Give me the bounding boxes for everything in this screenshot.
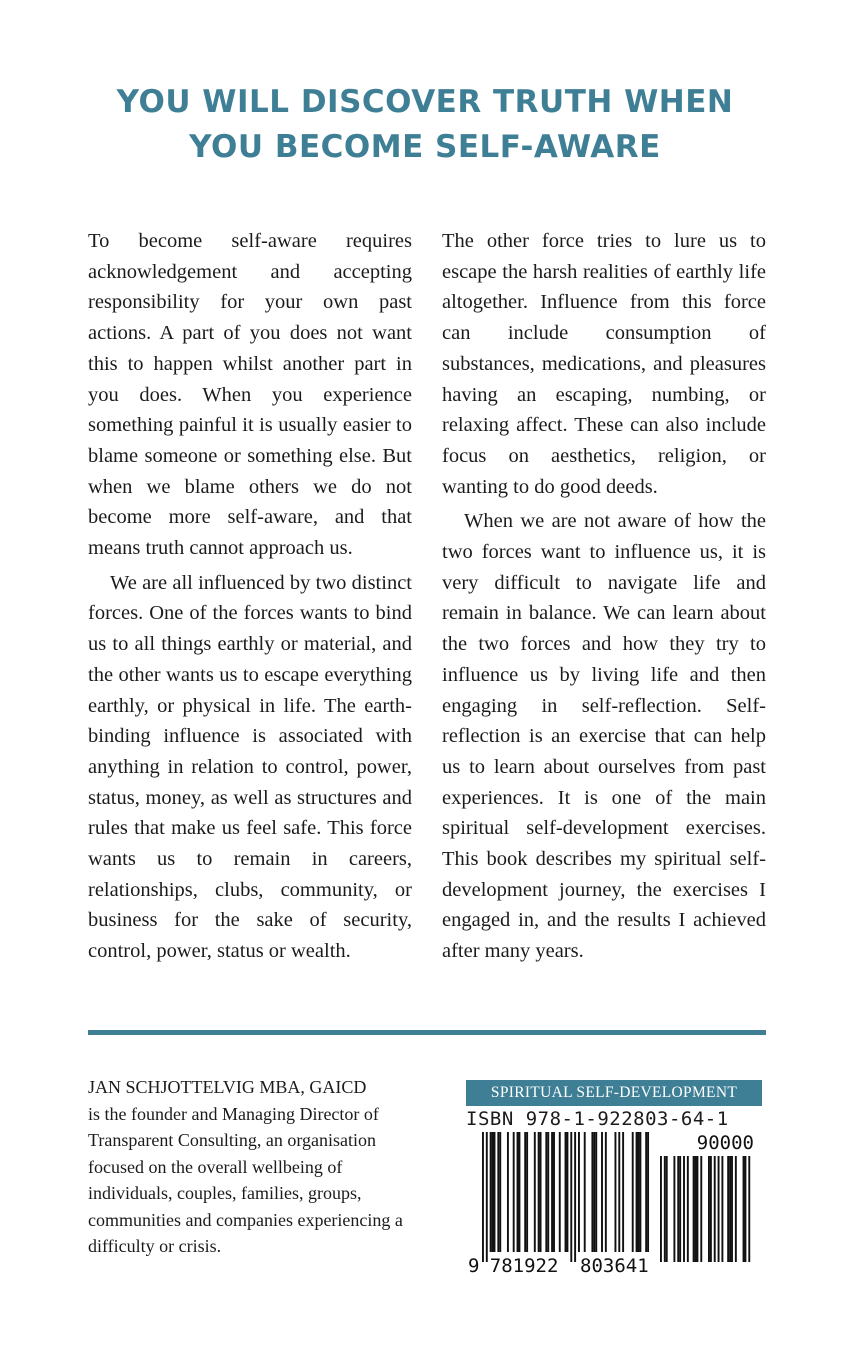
barcode-bar [499, 1132, 501, 1252]
barcode-bar [490, 1132, 492, 1252]
barcode-bar [647, 1132, 649, 1252]
price-bar [710, 1156, 712, 1262]
author-name: JAN SCHJOTTELVIG MBA, GAICD [88, 1077, 367, 1097]
barcode-bar [638, 1132, 640, 1252]
price-bar [660, 1156, 662, 1262]
barcode-bar [494, 1132, 496, 1252]
price-code: 90000 [696, 1132, 754, 1154]
barcode-bar [593, 1132, 595, 1252]
barcode-bar [605, 1132, 607, 1252]
price-bar [729, 1156, 731, 1262]
price-bar [721, 1156, 723, 1262]
back-cover-title [0, 80, 850, 170]
price-bar [696, 1156, 698, 1262]
barcode-bar [547, 1132, 549, 1252]
barcode-block [466, 1080, 762, 1280]
barcode-bar [526, 1132, 528, 1252]
barcode-bar [574, 1132, 576, 1262]
barcode-bar [601, 1132, 603, 1252]
price-bar [693, 1156, 695, 1262]
price-bar [714, 1156, 716, 1262]
barcode-bar [566, 1132, 568, 1252]
barcode-area [466, 1130, 762, 1280]
barcode-digits: 781922 [489, 1255, 559, 1277]
paragraph: When we are not aware of how the two forces want to influence us, it is very difficult to navigate life and remain in balance. We can learn about the two forces and how they try to influence us by living life and then engaging in self-reflection. Self-reflection is an exercise that can help us to learn about ourselves from past experiences. It is one of the main spiritual self-development exercises. This book describes my spiritual self-development journey, the exercises I engaged in, and the results I achieved after many years. [442, 510, 766, 963]
price-bar [731, 1156, 733, 1262]
barcode-bar [513, 1132, 515, 1252]
barcode-bar [639, 1132, 641, 1252]
price-bar [743, 1156, 745, 1262]
isbn-label: ISBN 978-1-922803-64-1 [466, 1108, 729, 1130]
barcode-bar [570, 1132, 572, 1262]
barcode-bar [497, 1132, 499, 1252]
price-bar [708, 1156, 710, 1262]
barcode-bar [636, 1132, 638, 1252]
price-bar [666, 1156, 668, 1262]
barcode-bar [622, 1132, 624, 1252]
barcode-bar [553, 1132, 555, 1252]
ean-barcode [466, 1130, 652, 1280]
category-label: SPIRITUAL SELF-DEVELOPMENT [466, 1080, 762, 1106]
barcode-bar [486, 1132, 488, 1262]
price-bar [718, 1156, 720, 1262]
barcode-bar [559, 1132, 561, 1252]
barcode-bar [524, 1132, 526, 1252]
barcode-bar [584, 1132, 586, 1252]
price-bar [687, 1156, 689, 1262]
right-column [442, 226, 766, 971]
barcode-bar [618, 1132, 620, 1252]
barcode-bar [517, 1132, 519, 1252]
price-bar [695, 1156, 697, 1262]
paragraph: We are all influenced by two distinct forces. One of the forces wants to bind us to all things earthly or material, and the other wants us to escape everything earthly, or physical in life. The earth-binding influence is associated with anything in relation to control, power, status, money, as well as structures and rules that make us feel safe. This force wants us to remain in careers, relationships, clubs, community, or business for the sake of security, control, power, status or wealth. [88, 571, 412, 963]
barcode-bar [645, 1132, 647, 1252]
price-bar [677, 1156, 679, 1262]
barcode-bar [545, 1132, 547, 1252]
price-bar [700, 1156, 702, 1262]
barcode-bar [565, 1132, 567, 1252]
price-bar [744, 1156, 746, 1262]
price-bar [735, 1156, 737, 1262]
barcode-bar [595, 1132, 597, 1252]
barcode-bar [578, 1132, 580, 1252]
paragraph: To become self-aware requires acknowledgement and accepting responsibility for your own past actions. A part of you does not want this to happen whilst another part in you does. When you experience something painful it is usually easier to blame someone or something else. But when we blame others we do not become more self-aware, and that means truth cannot approach us. [88, 230, 412, 560]
price-bar [673, 1156, 675, 1262]
title-line-2: YOU BECOME SELF-AWARE [189, 129, 661, 165]
barcode-bar [614, 1132, 616, 1252]
barcode-digits: 9 [468, 1255, 480, 1277]
paragraph: The other force tries to lure us to escape the harsh realities of earthly life altogether. Influence from this force can include consumption of substances, medications, and pleasures having an escaping, numbing, or relaxing affect. These can also include focus on aesthetics, religion, or wanting to do good deeds. [442, 230, 766, 498]
barcode-bar [632, 1132, 634, 1252]
author-bio [88, 1074, 418, 1260]
price-bar [727, 1156, 729, 1262]
author-description: is the founder and Managing Director of Transparent Consulting, an organisation focused on the overall wellbeing of individuals, couples, families, groups, communities and companies experiencing a difficulty or crisis. [88, 1103, 403, 1256]
barcode-bar [518, 1132, 520, 1252]
price-bar [664, 1156, 666, 1262]
price-barcode [658, 1130, 758, 1280]
barcode-bar [534, 1132, 536, 1252]
price-bar [683, 1156, 685, 1262]
price-bar [679, 1156, 681, 1262]
barcode-bar [538, 1132, 540, 1252]
barcode-bar [540, 1132, 542, 1252]
price-bar [748, 1156, 750, 1262]
barcode-bar [507, 1132, 509, 1252]
barcode-digits: 803641 [580, 1255, 649, 1277]
divider-rule [88, 1030, 766, 1035]
barcode-bar [492, 1132, 494, 1252]
left-column [88, 226, 412, 971]
barcode-bar [551, 1132, 553, 1252]
title-line-1: YOU WILL DISCOVER TRUTH WHEN [116, 84, 734, 120]
barcode-bar [591, 1132, 593, 1252]
barcode-bar [482, 1132, 484, 1262]
